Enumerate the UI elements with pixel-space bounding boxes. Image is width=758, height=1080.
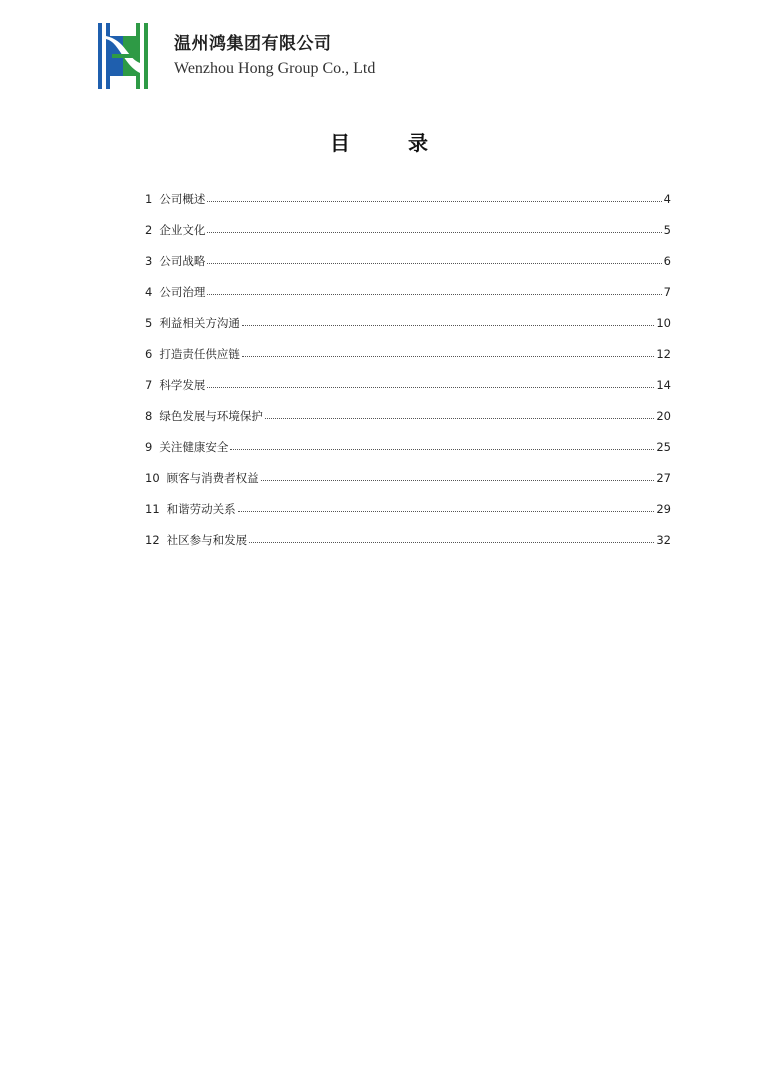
toc-title-part2: 录 <box>408 131 428 155</box>
toc-entry-page: 7 <box>663 284 671 299</box>
toc-entry-text: 利益相关方沟通 <box>159 315 240 330</box>
toc-entry-label <box>145 346 240 362</box>
toc-entry-text: 公司概述 <box>159 191 206 206</box>
toc-entry-label <box>145 408 263 424</box>
toc-entry-text: 打造责任供应链 <box>159 346 240 361</box>
toc-entry[interactable] <box>145 245 671 276</box>
toc-entry-text: 公司战略 <box>159 253 206 268</box>
toc-entry-number: 12 <box>145 532 160 547</box>
toc-dot-leader <box>265 417 655 419</box>
toc-entry-label <box>145 377 205 393</box>
page-header <box>92 22 375 90</box>
company-name-block <box>174 33 375 79</box>
toc-entry-number: 8 <box>145 408 153 423</box>
company-logo-icon <box>92 23 154 89</box>
toc-entry-text: 社区参与和发展 <box>166 532 248 547</box>
toc-entry[interactable] <box>145 524 671 555</box>
toc-entry-page: 14 <box>656 377 671 392</box>
toc-entry-number: 2 <box>145 222 153 237</box>
toc-entry[interactable] <box>145 276 671 307</box>
toc-entry-label <box>145 315 240 331</box>
toc-dot-leader <box>207 386 654 388</box>
toc-entry-text: 绿色发展与环境保护 <box>159 408 263 423</box>
toc-entry-page: 12 <box>656 346 671 361</box>
toc-entry-number: 3 <box>145 253 153 268</box>
toc-entry-page: 10 <box>656 315 671 330</box>
toc-title <box>0 127 758 156</box>
toc-dot-leader <box>261 479 655 481</box>
toc-entry-number: 1 <box>145 191 153 206</box>
toc-title-part1: 目 <box>330 131 350 155</box>
toc-entry-number: 10 <box>145 470 160 485</box>
toc-entry-label <box>145 253 205 269</box>
toc-entry-label <box>145 222 205 238</box>
toc-entry-label <box>145 284 205 300</box>
toc-entry[interactable] <box>145 369 671 400</box>
toc-entry-text: 公司治理 <box>159 284 206 299</box>
toc-entry-number: 6 <box>145 346 153 361</box>
toc-entry-page: 5 <box>663 222 671 237</box>
toc-entry-text: 关注健康安全 <box>159 439 229 454</box>
toc-entry[interactable] <box>145 462 671 493</box>
toc-entry[interactable] <box>145 431 671 462</box>
toc-entry-page: 25 <box>656 439 671 454</box>
toc-entry-number: 5 <box>145 315 153 330</box>
toc-entry-label <box>145 501 236 517</box>
toc-entry-page: 4 <box>663 191 671 206</box>
toc-entry[interactable] <box>145 183 671 214</box>
toc-entry-text: 科学发展 <box>159 377 206 392</box>
company-name-chinese: 温州鸿集团有限公司 <box>174 34 332 54</box>
toc-entry-page: 20 <box>656 408 671 423</box>
company-name-english: Wenzhou Hong Group Co., Ltd <box>174 60 376 77</box>
toc-dot-leader <box>242 324 655 326</box>
toc-entry-page: 6 <box>663 253 671 268</box>
toc-entry-label <box>145 532 247 548</box>
toc-entry-text: 和谐劳动关系 <box>166 501 236 516</box>
toc-entry[interactable] <box>145 307 671 338</box>
toc-dot-leader <box>230 448 654 450</box>
toc-entry-text: 企业文化 <box>159 222 206 237</box>
toc-entry[interactable] <box>145 338 671 369</box>
toc-dot-leader <box>249 541 654 543</box>
toc-entry[interactable] <box>145 400 671 431</box>
toc-entry-number: 9 <box>145 439 153 454</box>
toc-entry-label <box>145 439 228 455</box>
table-of-contents <box>145 183 671 555</box>
toc-entry-page: 32 <box>656 532 671 547</box>
toc-dot-leader <box>207 200 661 202</box>
toc-entry-number: 4 <box>145 284 153 299</box>
toc-entry-page: 27 <box>656 470 671 485</box>
toc-entry-label <box>145 191 205 207</box>
toc-dot-leader <box>207 231 661 233</box>
toc-dot-leader <box>238 510 655 512</box>
toc-entry-number: 11 <box>145 501 160 516</box>
toc-dot-leader <box>207 293 661 295</box>
toc-entry[interactable] <box>145 214 671 245</box>
toc-entry[interactable] <box>145 493 671 524</box>
toc-entry-number: 7 <box>145 377 153 392</box>
toc-dot-leader <box>242 355 655 357</box>
toc-dot-leader <box>207 262 661 264</box>
toc-entry-label <box>145 470 259 486</box>
toc-entry-page: 29 <box>656 501 671 516</box>
toc-entry-text: 顾客与消费者权益 <box>166 470 259 485</box>
